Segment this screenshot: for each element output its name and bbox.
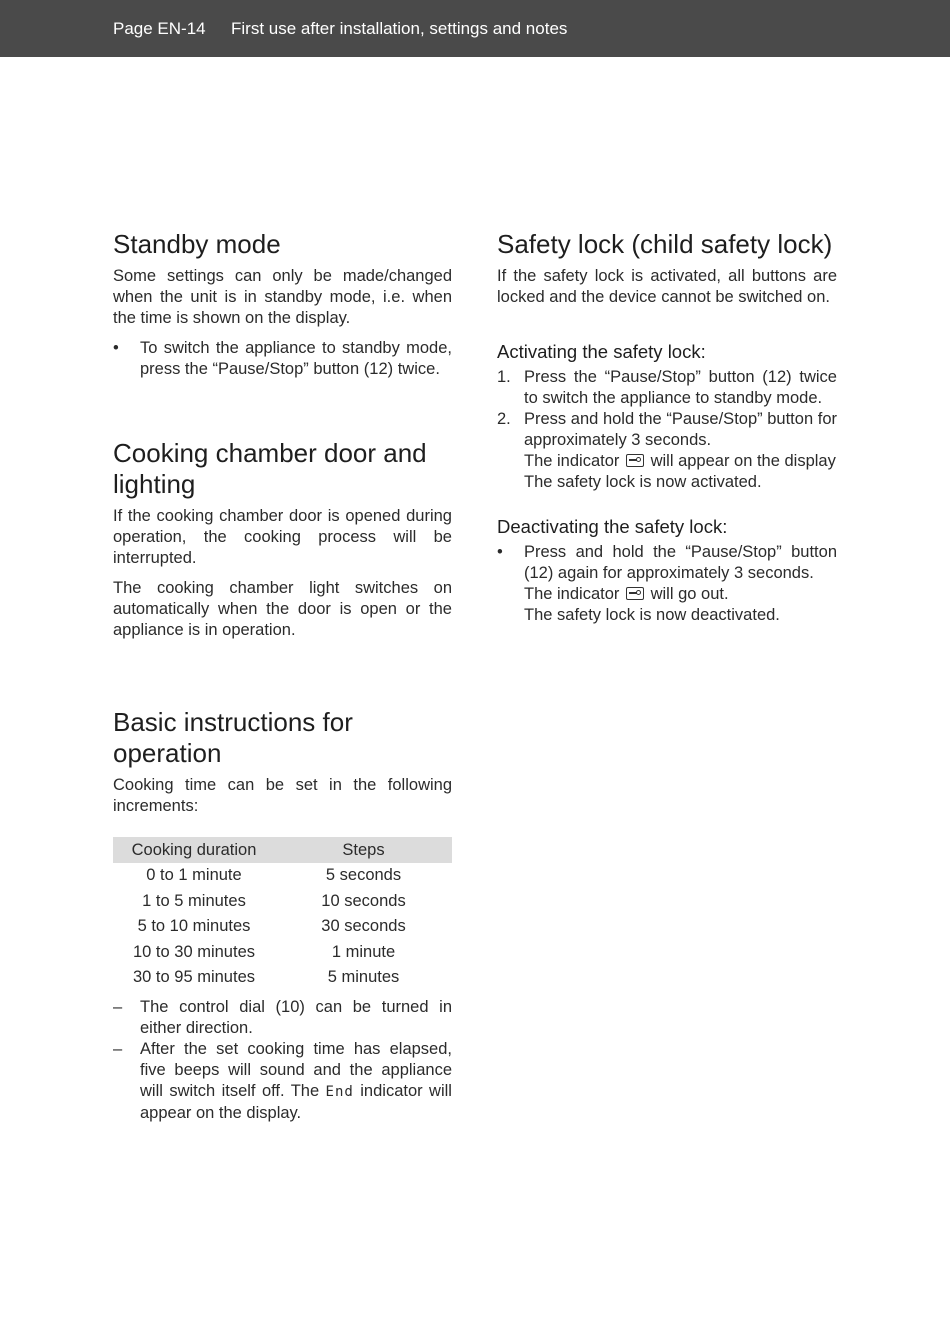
step-2-indicator-line xyxy=(524,451,837,472)
basic-title: Basic instructions for operation xyxy=(113,707,353,768)
step-1-text: Press the “Pause/Stop” button (12) twice to switch the appliance to standby mode. xyxy=(524,368,837,407)
safety-title: Safety lock (child safety lock) xyxy=(497,229,833,259)
standby-title: Standby mode xyxy=(113,229,281,259)
end-indicator: End xyxy=(325,1083,354,1100)
bullet-marker: • xyxy=(113,339,119,357)
column-header-steps: Steps xyxy=(275,837,452,863)
note-dial: The control dial (10) can be turned in either direction. xyxy=(140,997,452,1037)
step-2-text: Press and hold the “Pause/Stop” button for approximately 3 seconds. xyxy=(524,410,837,449)
indicator-text-after: will appear on the display xyxy=(650,452,836,470)
table-row xyxy=(113,914,452,940)
bullet-marker: • xyxy=(497,543,503,561)
table-cell: 5 seconds xyxy=(325,866,402,885)
basic-intro: Cooking time can be set in the following increments: xyxy=(113,776,452,815)
step-number: 2. xyxy=(497,410,511,428)
deact-result: The safety lock is now deactivated. xyxy=(524,606,780,624)
table-cell: 5 minutes xyxy=(327,968,400,987)
table-cell: 1 minute xyxy=(331,942,396,961)
list-item xyxy=(113,997,452,1039)
list-item xyxy=(497,409,837,493)
note-end-before: After the set cooking time has elapsed, five beeps will sound and the appliance will switch itself off. The xyxy=(140,1039,452,1100)
dash-marker: – xyxy=(113,997,123,1016)
deact-indicator-line xyxy=(524,584,837,605)
activating-title: Activating the safety lock: xyxy=(497,341,706,362)
dash-marker: – xyxy=(113,1039,123,1058)
list-item xyxy=(497,367,837,409)
page-number: Page EN-14 xyxy=(113,19,206,38)
indicator-text-before: The indicator xyxy=(524,452,620,470)
indicator-text-before: The indicator xyxy=(524,585,620,603)
indicator-text-after: will go out. xyxy=(650,585,729,603)
basic-section xyxy=(113,707,452,1124)
table-cell: 10 to 30 minutes xyxy=(133,942,255,961)
door-title: Cooking chamber door and lighting xyxy=(113,438,427,499)
key-lock-icon xyxy=(626,454,644,467)
key-lock-icon xyxy=(626,587,644,600)
standby-section xyxy=(113,229,452,380)
step-number: 1. xyxy=(497,368,511,386)
increments-table xyxy=(113,837,452,991)
deactivating-list xyxy=(497,542,837,626)
table-row xyxy=(113,863,452,889)
list-item xyxy=(113,1039,452,1124)
table-cell: 5 to 10 minutes xyxy=(137,917,251,936)
door-para-1: If the cooking chamber door is opened during operation, the cooking process will be interrupted. xyxy=(113,507,452,567)
table-cell: 1 to 5 minutes xyxy=(142,891,246,910)
safety-intro: If the safety lock is activated, all buttons are locked and the device cannot be switched on. xyxy=(497,267,837,306)
note-end-after: indicator will appear on the display. xyxy=(140,1081,452,1122)
standby-bullet-text: To switch the appliance to standby mode, press the “Pause/Stop” button (12) twice. xyxy=(140,339,452,378)
activating-steps xyxy=(497,367,837,493)
standby-intro: Some settings can only be made/changed when the unit is in standby mode, i.e. when the time is shown on the display. xyxy=(113,267,452,327)
table-cell: 30 to 95 minutes xyxy=(133,968,255,987)
table-header-row xyxy=(113,837,452,863)
table-row xyxy=(113,940,452,966)
step-2-result: The safety lock is now activated. xyxy=(524,473,762,491)
door-para-2: The cooking chamber light switches on automatically when the door is open or the appliance is in operation. xyxy=(113,579,452,639)
table-cell: 0 to 1 minute xyxy=(146,866,242,885)
table-row xyxy=(113,965,452,991)
list-item xyxy=(113,338,452,380)
door-section xyxy=(113,438,452,641)
standby-list xyxy=(113,338,452,380)
basic-notes-list xyxy=(113,997,452,1124)
list-item xyxy=(497,542,837,626)
chapter-title: First use after installation, settings and notes xyxy=(231,19,568,38)
page-header xyxy=(0,0,950,57)
safety-section xyxy=(497,229,837,626)
table-row xyxy=(113,889,452,915)
table-cell: 10 seconds xyxy=(321,891,406,910)
column-header-duration: Cooking duration xyxy=(113,837,275,863)
deactivating-title: Deactivating the safety lock: xyxy=(497,516,728,537)
deact-text: Press and hold the “Pause/Stop” button (12) again for approximately 3 seconds. xyxy=(524,543,837,582)
table-cell: 30 seconds xyxy=(321,917,406,936)
